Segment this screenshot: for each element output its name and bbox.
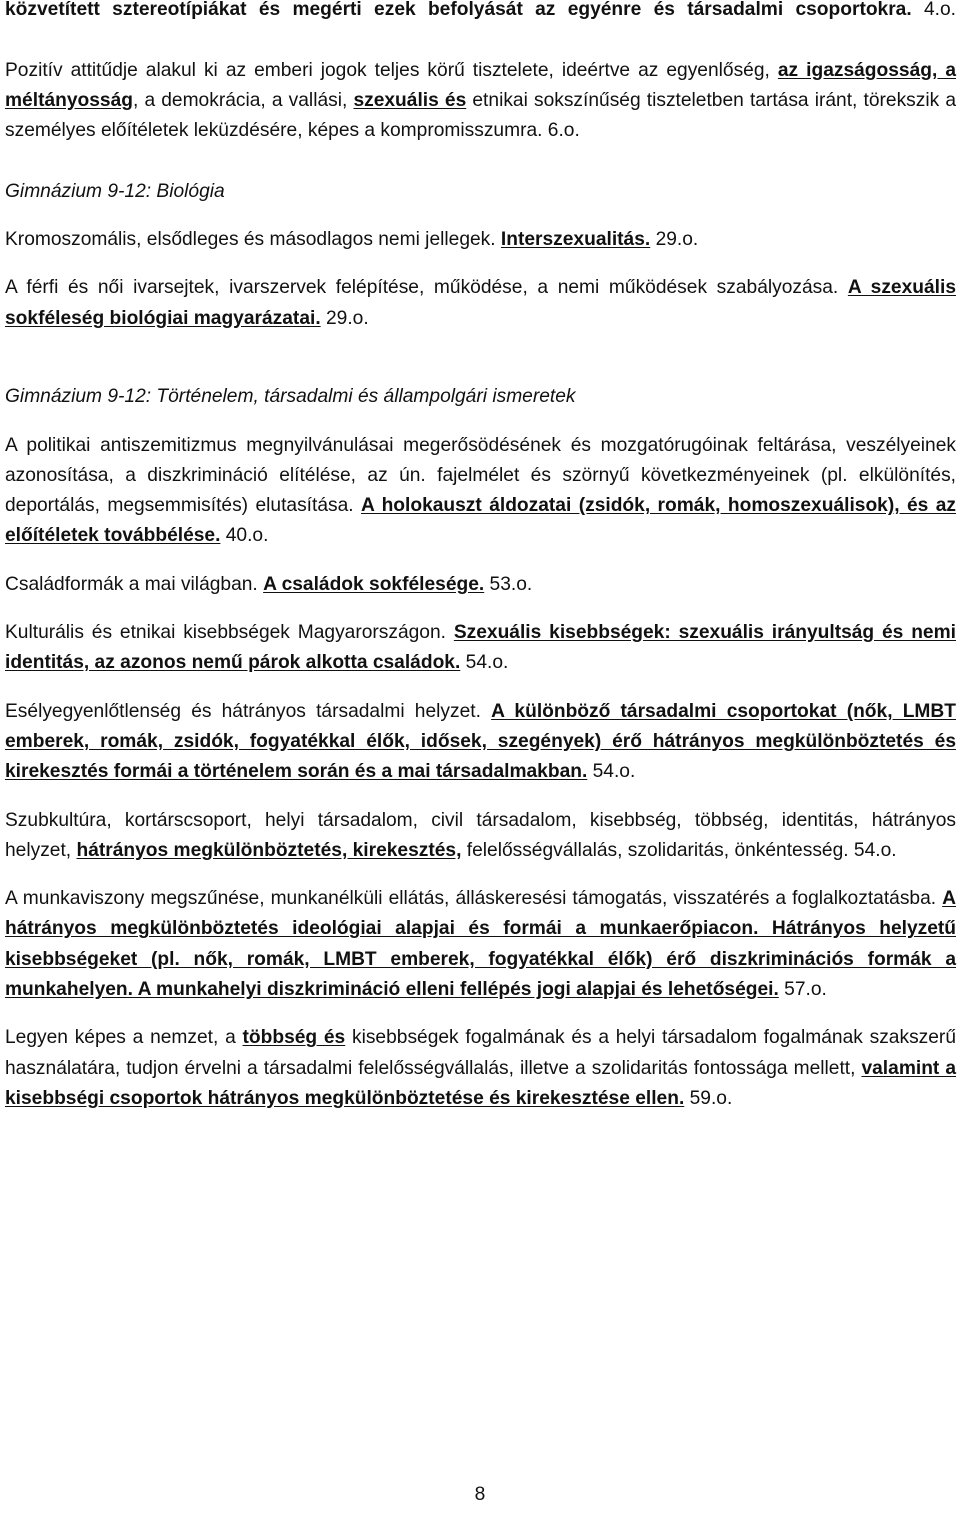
- text-run: etnikai sokszínűség tiszteletben tartása iránt, törekszik a személyes előítéletek leküzdésére, képes a kompromisszumra. 6.o.: [5, 89, 957, 142]
- text-run: 57.o.: [778, 979, 827, 1001]
- text-run: A férfi és női ivarsejtek, ivarszervek felépítése, működése, a nemi működések szabályozása.: [5, 277, 848, 299]
- text-run: 59.o.: [684, 1087, 733, 1109]
- page-number: 8: [474, 1484, 486, 1505]
- paragraph-spacer: [5, 146, 956, 176]
- emphasized-text: A családok sokfélesége.: [263, 573, 485, 595]
- emphasized-text: A szexuális sokféleség biológiai magyarázatai.: [5, 277, 956, 329]
- paragraph-spacer: [5, 413, 956, 431]
- paragraph-spacer: [5, 600, 956, 618]
- emphasized-text: A holokauszt áldozatai (zsidók, romák, homoszexuálisok), és az előítéletek továbbélése.: [5, 495, 956, 547]
- text-run: , a demokrácia, a vallási,: [132, 89, 354, 111]
- text-run: Pozitív attitűdje alakul ki az emberi jogok teljes körű tisztelete, ideértve az egyenlőség,: [5, 59, 778, 81]
- section-heading: [5, 382, 956, 412]
- emphasized-text: Interszexualitás.: [500, 229, 651, 251]
- paragraph-spacer: [5, 364, 956, 382]
- paragraph: [5, 697, 956, 788]
- emphasized-text: Szexuális kisebbségek: szexuális irányultság és nemi identitás, az azonos nemű párok alkotta családok.: [5, 622, 956, 674]
- paragraph-spacer: [5, 207, 956, 225]
- emphasized-text: valamint a kisebbségi csoportok hátrányos megkülönböztetése és kirekesztése ellen.: [5, 1057, 956, 1109]
- paragraph: [5, 1023, 956, 1114]
- text-run: Esélyegyenlőtlenség és hátrányos társadalmi helyzet.: [5, 700, 492, 722]
- emphasized-text: A különböző társadalmi csoportokat (nők, LMBT emberek, romák, zsidók, fogyatékkal élők, idősek, szegények) érő hátrányos megkülönböztetés és kirekesztés formái a történelem során és a mai társadalmakban.: [5, 700, 956, 783]
- emphasized-text: az igazságosság, a méltányosság: [5, 59, 956, 111]
- text-run: A politikai antiszemitizmus megnyilvánulásai megerősödésének és mozgatórugóinak feltárása, veszélyeinek azonosítása, a diszkrimináció elítélése, az ún. fajelmélet és szörnyű következményeinek (pl. elkülönítés, deportálás, megsemmisítés) elutasítása.: [5, 434, 956, 517]
- text-run: Legyen képes a nemzet, a: [5, 1027, 243, 1049]
- text-run: felelősségvállalás, szolidaritás, önkéntesség. 54.o.: [461, 839, 897, 861]
- paragraph: [5, 618, 956, 679]
- text-run: Kromoszomális, elsődleges és másodlagos nemi jellegek.: [5, 229, 501, 251]
- paragraph-spacer: [5, 788, 956, 806]
- paragraph-spacer: [5, 679, 956, 697]
- text-run: Családformák a mai világban.: [5, 573, 264, 595]
- text-run: 53.o.: [484, 573, 533, 595]
- text-run: 54.o.: [587, 761, 636, 783]
- paragraph-spacer: [5, 866, 956, 884]
- paragraph: [5, 273, 956, 334]
- text-run: Gimnázium 9-12: Biológia: [5, 180, 225, 202]
- paragraph: [5, 225, 956, 255]
- emphasized-text: közvetített sztereotípiákat és megérti ezek befolyását az egyénre és társadalmi csoportokra.: [5, 0, 912, 20]
- paragraph: [5, 884, 956, 1005]
- text-run: A munkaviszony megszűnése, munkanélküli ellátás, álláskeresési támogatás, visszatérés a foglalkoztatásba.: [5, 888, 943, 910]
- emphasized-text: A hátrányos megkülönböztetés ideológiai alapjai és formái a munkaerőpiacon. Hátrányos helyzetű kisebbségeket (pl. nők, romák, LMBT emberek, fogyatékkal élők) érő diszkriminációs formák a munkahelyen. A munkahelyi diszkrimináció elleni fellépés jogi alapjai és lehetőségei.: [5, 888, 956, 1001]
- paragraph: [5, 431, 956, 552]
- paragraph-spacer: [5, 25, 956, 55]
- text-run: 29.o.: [320, 307, 369, 329]
- text-run: kisebbségek fogalmának és a helyi társadalom fogalmának szakszerű használatára, tudjon érvelni a társadalmi felelősségvállalás, illetve a szolidaritás fontossága mellett,: [5, 1027, 956, 1079]
- text-run: 40.o.: [220, 525, 269, 547]
- paragraph: [5, 570, 956, 600]
- section-heading: [5, 177, 956, 207]
- paragraph: [5, 56, 956, 147]
- emphasized-text: hátrányos megkülönböztetés, kirekesztés,: [76, 839, 462, 861]
- paragraph-spacer: [5, 255, 956, 273]
- paragraph: [5, 806, 956, 867]
- paragraph-spacer: [5, 552, 956, 570]
- paragraph-spacer: [5, 334, 956, 364]
- text-run: 4.o.: [911, 0, 956, 20]
- emphasized-text: többség és: [242, 1027, 346, 1049]
- text-run: 54.o.: [460, 652, 509, 674]
- text-run: Kulturális és etnikai kisebbségek Magyarországon.: [5, 622, 454, 644]
- text-run: Szubkultúra, kortárscsoport, helyi társadalom, civil társadalom, kisebbség, többség, identitás, hátrányos helyzet,: [5, 809, 956, 861]
- paragraph-spacer: [5, 1005, 956, 1023]
- text-run: 29.o.: [650, 229, 699, 251]
- text-run: Gimnázium 9-12: Történelem, társadalmi és állampolgári ismeretek: [5, 386, 576, 408]
- emphasized-text: szexuális és: [353, 89, 467, 111]
- document-page: [5, 0, 956, 1114]
- paragraph: [5, 0, 956, 25]
